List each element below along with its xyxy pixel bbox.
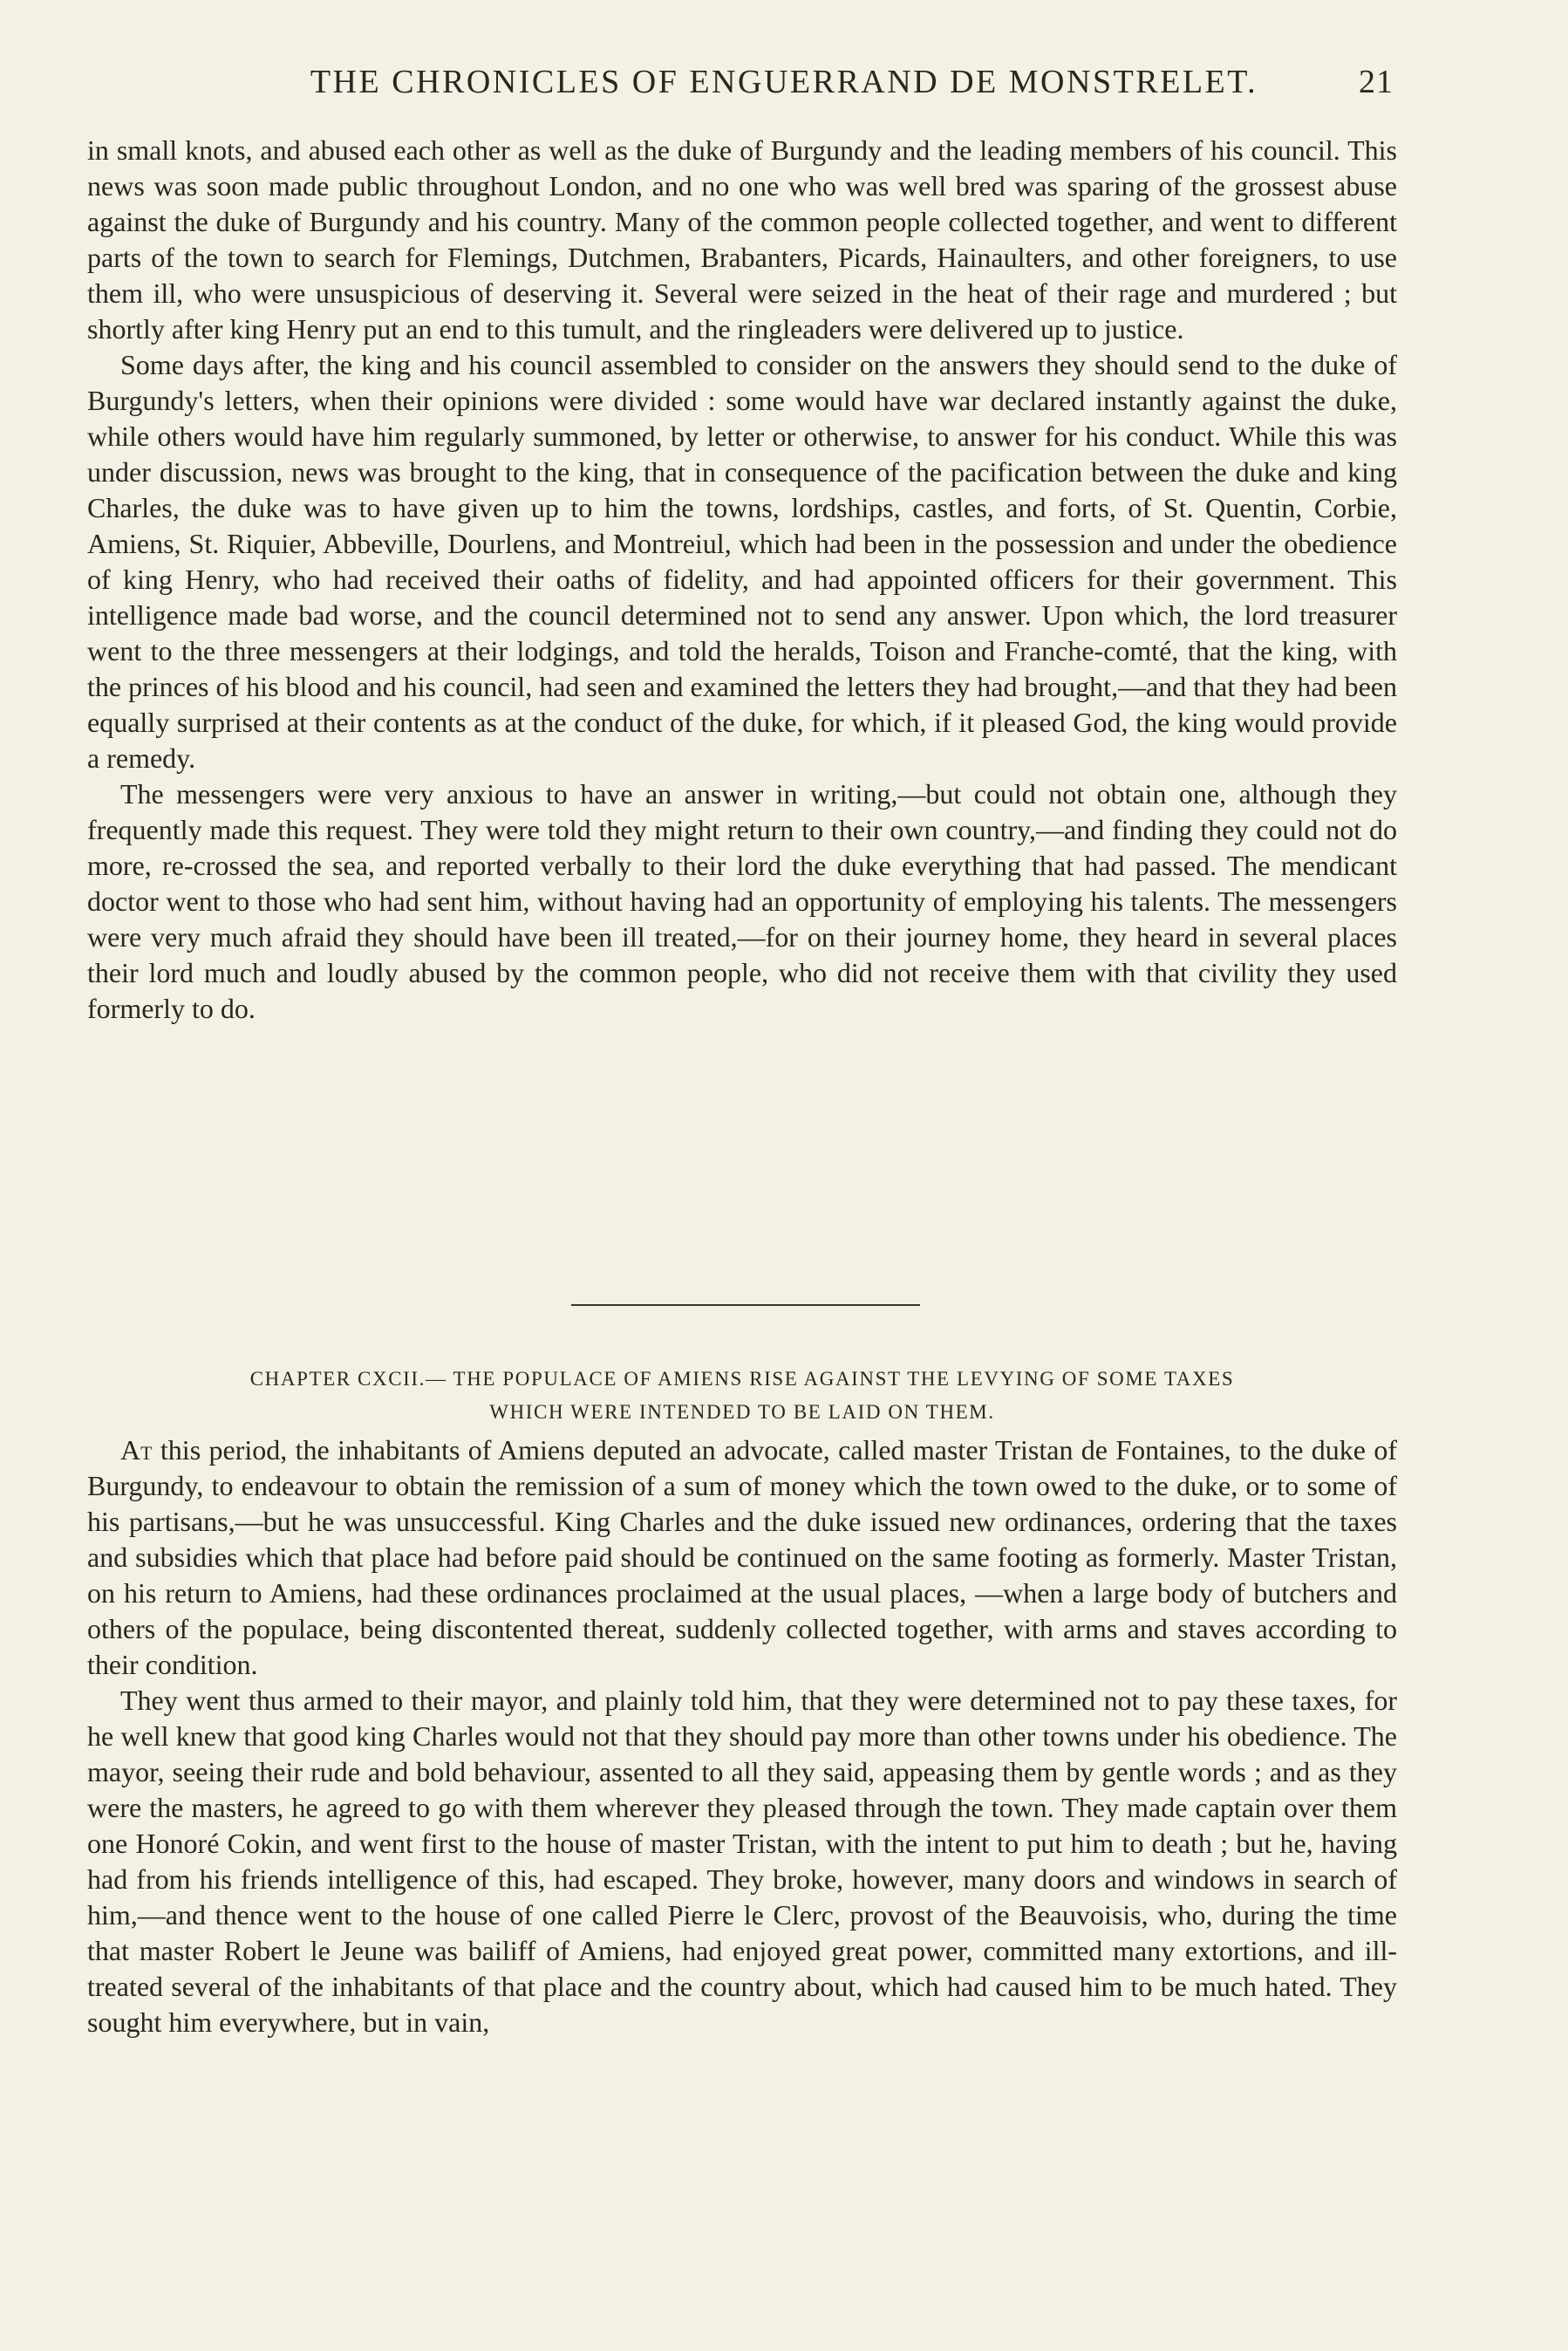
running-title: THE CHRONICLES OF ENGUERRAND DE MONSTRELET. <box>310 64 1258 100</box>
chapter-heading-line: CHAPTER CXCII.— THE POPULACE OF AMIENS RISE AGAINST THE LEVYING OF SOME TAXES <box>249 1368 1235 1390</box>
paragraph: The messengers were very anxious to have an answer in writing,—but could not obtain one, although they frequently made this request. They were told they might return to their own country,—and finding they could not do more, re-crossed the sea, and reported verbally to their lord the duke everything that had passed. The mendicant doctor went to those who had sent him, without having had an opportunity of employing his talents. The messengers were very much afraid they should have been ill treated,—for on their journey home, they heard in several places their lord much and loudly abused by the common people, who did not receive them with that civility they used formerly to do. <box>87 778 1397 1024</box>
paragraph: Some days after, the king and his council assembled to consider on the answers they should send to the duke of Burgundy's letters, when their opinions were divided : some would have war declared instantly against the duke, while others would have him regularly summoned, by letter or otherwise, to answer for his conduct. While this was under discussion, news was brought to the king, that in consequence of the pacification between the duke and king Charles, the duke was to have given up to him the towns, lordships, castles, and forts, of St. Quentin, Corbie, Amiens, St. Riquier, Abbeville, Dourlens, and Montreiul, which had been in the possession and under the obedience of king Henry, who had received their oaths of fidelity, and had appointed officers for their government. This intelligence made bad worse, and the council determined not to send any answer. Upon which, the lord treasurer went to the three messengers at their lodgings, and told the heralds, Toison and Franche-comté, that the king, with the princes of his blood and his council, had seen and examined the letters they had brought,—and that they had been equally surprised at their contents as at the conduct of the duke, for which, if it pleased God, the king would provide a remedy. <box>87 349 1397 774</box>
section-divider <box>0 1304 1568 1308</box>
chapter-body <box>87 1432 1397 2040</box>
page-number: 21 <box>1359 64 1394 100</box>
paragraph: They went thus armed to their mayor, and plainly told him, that they were determined not to pay these taxes, for he well knew that good king Charles would not that they should pay more than other towns under his obedience. The mayor, seeing their rude and bold behaviour, assented to all they said, appeasing them by gentle words ; and as they were the masters, he agreed to go with them wherever they pleased through the town. They made captain over them one Honoré Cokin, and went first to the house of master Tristan, with the intent to put him to death ; but he, having had from his friends intelligence of this, had escaped. They broke, however, many doors and windows in search of him,—and thence went to the house of one called Pierre le Clerc, provost of the Beauvoisis, who, during the time that master Robert le Jeune was bailiff of Amiens, had enjoyed great power, committed many extortions, and ill-treated several of the inhabitants of that place and the country about, which had caused him to be much hated. They sought him everywhere, but in vain, <box>87 1685 1397 2038</box>
chapter-first-paragraph <box>87 1432 1397 1683</box>
paragraph: in small knots, and abused each other as well as the duke of Burgundy and the leading members of his council. This news was soon made public throughout London, and no one who was well bred was sparing of the grossest abuse against the duke of Burgundy and his country. Many of the common people collected together, and went to different parts of the town to search for Flemings, Dutchmen, Brabanters, Picards, Hainaulters, and other foreigners, to use them ill, who were unsuspicious of deserving it. Several were seized in the heat of their rage and murdered ; but shortly after king Henry put an end to this tumult, and the ringleaders were delivered up to justice. <box>87 134 1397 345</box>
running-head <box>0 63 1568 115</box>
chapter-heading <box>87 1363 1397 1429</box>
paragraph-text: this period, the inhabitants of Amiens deputed an advocate, called master Tristan de Fontaines, to the duke of Burgundy, to endeavour to obtain the remission of a sum of money which the town owed to the duke, or to some of his partisans,—but he was unsuccessful. King Charles and the duke issued new ordinances, ordering that the taxes and subsidies which that place had before paid should be continued on the same footing as formerly. Master Tristan, on his return to Amiens, had these ordinances proclaimed at the usual places, —when a large body of butchers and others of the populace, being discontented thereat, suddenly collected together, with arms and staves according to their condition. <box>87 1434 1397 1680</box>
body-text-top <box>87 133 1397 1027</box>
chapter-heading-line: WHICH WERE INTENDED TO BE LAID ON THEM. <box>489 1401 995 1423</box>
divider-rule <box>571 1304 920 1306</box>
opening-word: At <box>120 1434 153 1466</box>
